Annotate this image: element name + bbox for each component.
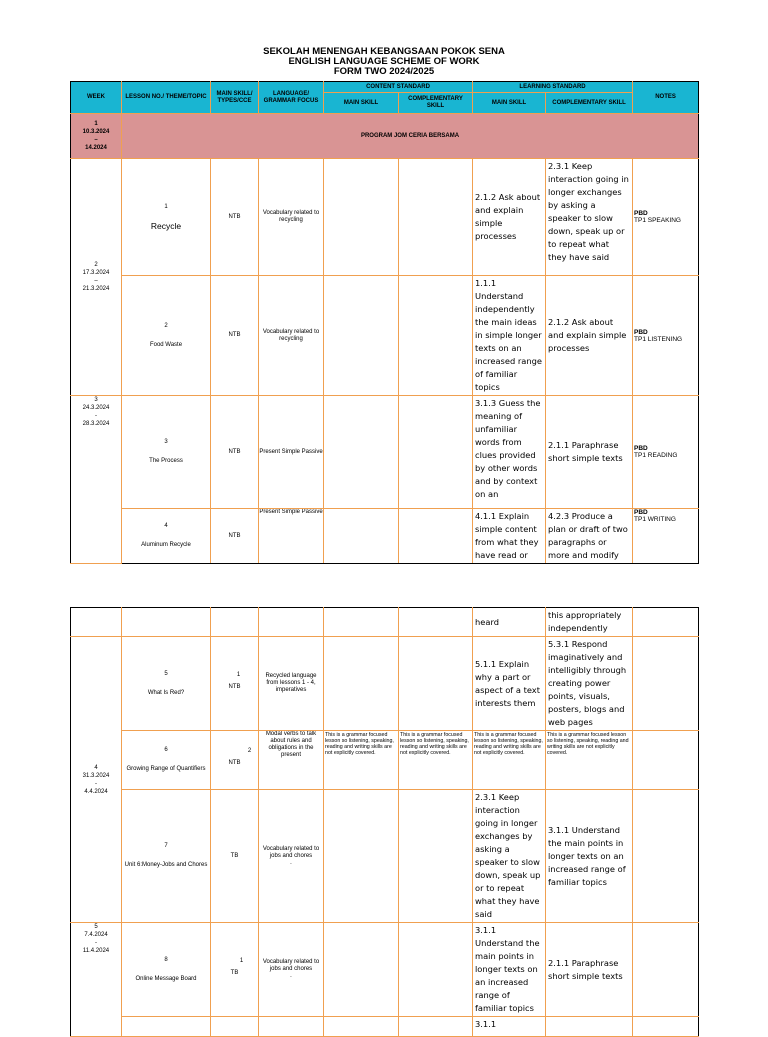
week-sep: - [95,413,97,419]
table-row [71,396,699,509]
form-year: FORM TWO 2024/2025 [333,66,435,77]
ls-main: 3.1.1 Understand the main points in longer texts on an increased range of familiar topics [473,923,546,1017]
cs-comp-cell [399,396,473,509]
week-start: 31.3.2024 [82,772,110,779]
grammar-cell [259,790,324,923]
header-ls-main-skill: MAIN SKILL [473,93,546,114]
lesson-cell [122,159,211,276]
school-name: SEKOLAH MENENGAH KEBANGSAAN POKOK SENA [263,46,505,57]
ls-complementary: 2.1.2 Ask about and explain simple processes [546,276,633,396]
ls-complementary: 2.3.1 Keep interaction going in longer exchanges by asking a speaker to slow down, speak up or to repeat what they have said [546,159,633,276]
grammar-focus: Present Simple Passive [259,396,324,509]
table-row [71,276,699,396]
lesson-number: 7 [164,843,168,849]
lesson-cell [122,731,211,790]
header-notes: NOTES [633,82,699,114]
skill-type: NTB [228,683,241,690]
notes-cell [633,396,699,509]
grammar-focus: Vocabulary related to jobs and chores [262,845,320,859]
week-start: 10.3.2024 [82,129,110,135]
week-cell [71,396,122,564]
notes-cell [633,159,699,276]
week-sep: – [94,278,98,284]
tp-label: TP1 SPEAKING [634,217,681,224]
lesson-number: 5 [164,670,168,677]
header-cs-complementary: COMPLEMENTARY SKILL [399,93,473,114]
lesson-number: 4 [164,523,168,529]
week-number: 3 [94,397,98,403]
lesson-topic: The Process [149,458,183,464]
ls-main: 3.1.1 [473,1017,546,1037]
lesson-cell [122,509,211,564]
footnote-marker: 1 [236,671,241,678]
pbd-label: PBD [634,210,648,217]
grammar-dot: . [290,973,292,979]
ls-complementary: this appropriately independently [546,608,633,637]
ls-complementary: 2.1.1 Paraphrase short simple texts [546,396,633,509]
cs-comp-cell [399,276,473,396]
skill-type-cell [211,731,259,790]
tp-label: TP1 WRITING [634,516,676,523]
grammar-focus: Recycled language from lessons 1 - 4, imperatives [259,637,324,731]
lesson-topic: Aluminum Recycle [141,542,191,548]
header-ls-complementary: COMPLEMENTARY SKILL [546,93,633,114]
footnote-marker: 2 [247,748,252,754]
lesson-topic: Online Message Board [135,975,197,982]
lesson-number: 3 [164,439,168,445]
skill-type: NTB [211,509,259,564]
lesson-topic: Food Waste [149,341,183,348]
lesson-number: 1 [164,204,168,210]
week-end: 21.3.2024 [82,286,110,292]
week-cell [71,159,122,396]
skill-type-cell [211,923,259,1017]
header-main-skill-types: MAIN SKILL/ TYPES/CCE [211,82,259,114]
tp-label: TP1 READING [634,452,678,459]
header-learning-standard: LEARNING STANDARD [473,82,633,93]
cs-main-note: This is a grammar focused lesson so listening, speaking, reading and writing skills are not explicitly covered. [324,731,399,790]
header-week: WEEK [71,82,122,114]
week-end: 4.4.2024 [84,788,108,795]
ls-complementary: 3.1.1 Understand the main points in longer texts on an increased range of familiar topics [546,790,633,923]
week-cell [71,923,122,1037]
table-row [71,1017,699,1037]
week-end: 28.3.2024 [82,421,110,427]
skill-type-cell [211,637,259,731]
week-cell [71,114,122,159]
header-content-standard: CONTENT STANDARD [324,82,473,93]
tp-label: TP1 LISTENING [634,335,683,343]
footnote-marker: 1 [239,957,244,964]
grammar-focus: Vocabulary related to jobs and chores [262,959,320,972]
week-start: 17.3.2024 [82,270,110,276]
ls-main: 2.3.1 Keep interaction going in longer exchanges by asking a speaker to slow down, speak up or to repeat what they have said [473,790,546,923]
skill-type: NTB [211,159,259,276]
table-row [71,608,699,637]
table-row [71,637,699,731]
lesson-topic: Growing Range of Quantifiers [126,766,206,772]
scheme-table-page-2 [70,607,699,1037]
skill-type: TB [211,790,259,923]
skill-type: NTB [211,276,259,396]
week-sep: - [95,780,97,787]
grammar-cell [259,923,324,1017]
cs-main-cell [324,509,399,564]
table-row [71,790,699,923]
cs-comp-cell [399,159,473,276]
ls-main-note: This is a grammar focused lesson so listening, speaking, reading and writing skills are not explicitly covered. [473,731,546,790]
lesson-cell [122,396,211,509]
grammar-focus: Present Simple Passive [259,509,324,564]
week-number: 5 [94,924,98,930]
cs-main-cell [324,276,399,396]
table-row [71,731,699,790]
lesson-cell [122,276,211,396]
ls-main: 5.1.1 Explain why a part or aspect of a text interests them [473,637,546,731]
cs-comp-cell [399,509,473,564]
lesson-cell [122,790,211,923]
lesson-number: 6 [164,747,168,753]
table-row [71,509,699,564]
pbd-label: PBD [634,445,648,452]
header-lesson: LESSON NO./ THEME/TOPIC [122,82,211,114]
ls-complementary: 5.3.1 Respond imaginatively and intelligibly through creating power points, visuals, posters, blogs and web pages [546,637,633,731]
notes-cell [633,276,699,396]
grammar-focus: Vocabulary related to recycling [259,276,324,396]
cs-main-cell [324,396,399,509]
grammar-focus: Modal verbs to talk about rules and obligations in the present [259,731,324,790]
week-number: 2 [94,262,98,268]
ls-complementary: 4.2.3 Produce a plan or draft of two paragraphs or more and modify [546,509,633,564]
week-sep: - [95,940,97,946]
ls-main: 3.1.3 Guess the meaning of unfamiliar words from clues provided by other words and by context on an [473,396,546,509]
lesson-number: 8 [164,956,168,963]
lesson-topic: What Is Red? [147,689,185,696]
lesson-number: 2 [164,322,168,329]
week-start: 7.4.2024 [84,932,108,938]
ls-main: 2.1.2 Ask about and explain simple processes [473,159,546,276]
header-cs-main-skill: MAIN SKILL [324,93,399,114]
cs-comp-note: This is a grammar focused lesson so listening, speaking, reading and writing skills are not explicitly covered. [399,731,473,790]
ls-complementary: 2.1.1 Paraphrase short simple texts [546,923,633,1017]
lesson-cell [122,923,211,1017]
skill-type: NTB [211,396,259,509]
week-cell [71,637,122,923]
week-number: 1 [94,121,98,127]
week-sep: – [94,137,98,143]
pbd-label: PBD [634,509,648,516]
skill-type: TB [230,969,239,976]
ls-comp-note: This is a grammar focused lesson so listening, speaking, reading and writing skills are not explicitly covered. [546,731,633,790]
grammar-focus: Vocabulary related to recycling [259,159,324,276]
week-number: 4 [94,764,98,771]
scheme-table-page-1 [70,81,699,564]
week-start: 24.3.2024 [82,405,110,411]
cs-main-cell [324,159,399,276]
document-subtitle: ENGLISH LANGUAGE SCHEME OF WORK [288,56,480,67]
lesson-topic: Recycle [150,221,182,231]
week-end: 11.4.2024 [82,948,110,954]
table-row [71,159,699,276]
ls-main: 1.1.1 Understand independently the main ideas in simple longer texts on an increased range of familiar topics [473,276,546,396]
program-banner: PROGRAM JOM CERIA BERSAMA [122,114,699,159]
grammar-dot: . [290,859,292,866]
skill-type: NTB [228,760,241,766]
lesson-cell [122,637,211,731]
ls-main: 4.1.1 Explain simple content from what they have read or [473,509,546,564]
header-grammar-focus: LANGUAGE/ GRAMMAR FOCUS [259,82,324,114]
week-end: 14.2024 [85,145,107,151]
table-row [71,114,699,159]
pbd-label: PBD [634,328,648,336]
ls-main: heard [473,608,546,637]
notes-cell [633,509,699,564]
lesson-topic: Unit 6:Money-Jobs and Chores [124,862,208,868]
table-row [71,923,699,1017]
